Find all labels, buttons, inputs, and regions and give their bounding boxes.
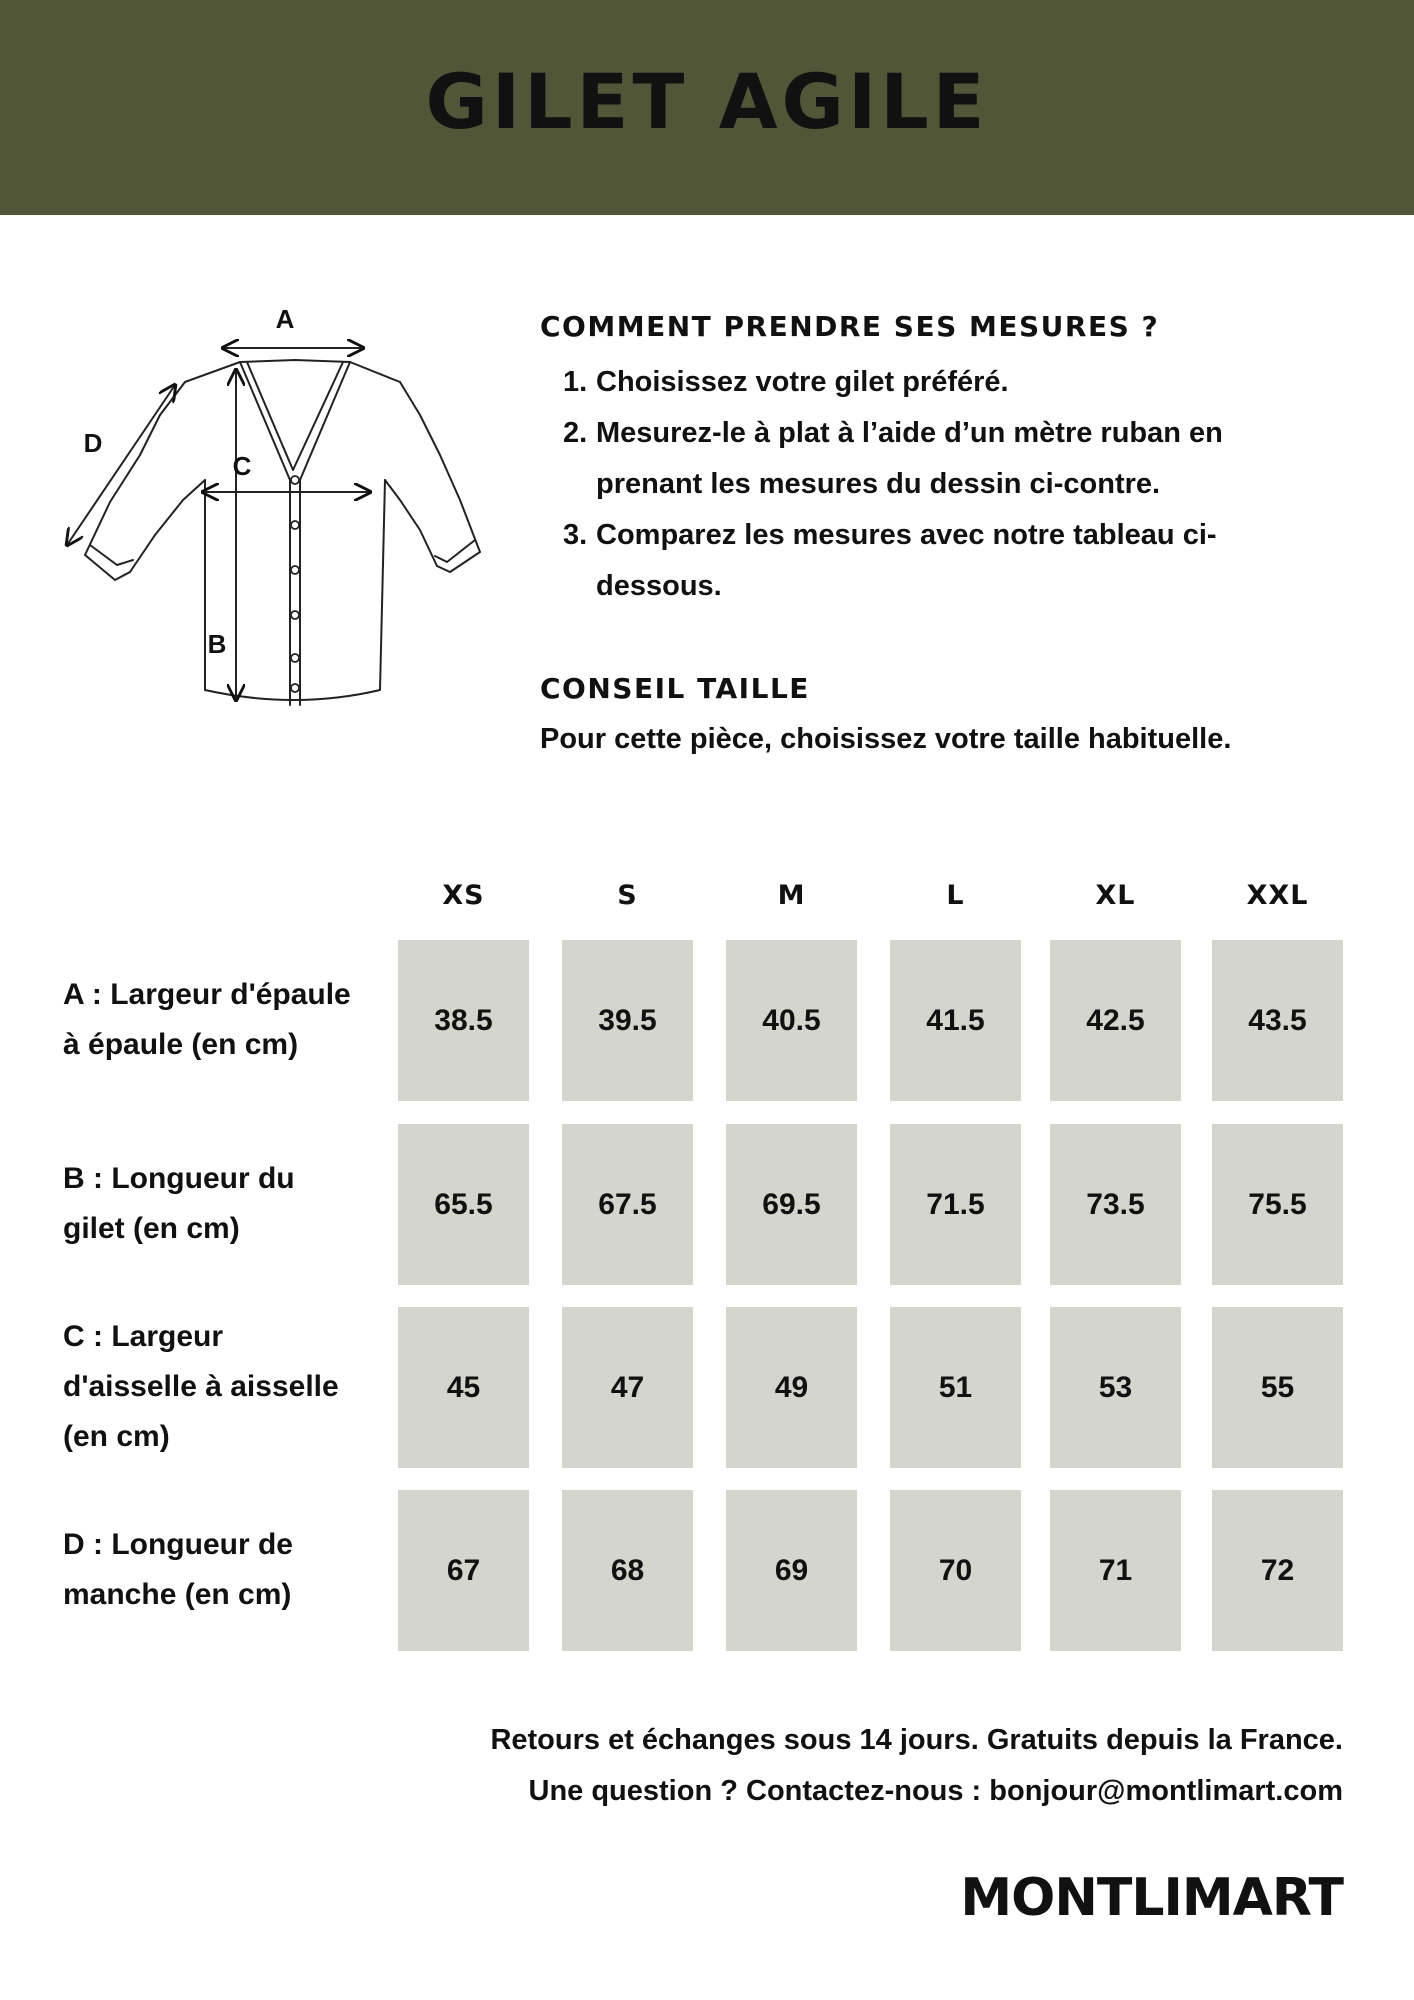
label-c: C <box>232 451 252 481</box>
size-cell: 39.5 <box>562 940 693 1101</box>
step-item <box>540 510 1360 612</box>
size-cell: 73.5 <box>1050 1124 1181 1285</box>
step-item <box>540 357 1360 408</box>
size-cell: 41.5 <box>890 940 1021 1101</box>
row-label-line: (en cm) <box>63 1420 170 1453</box>
measurement-instructions <box>540 310 1360 612</box>
steps-list <box>540 357 1360 612</box>
tip-title: CONSEIL TAILLE <box>540 672 810 705</box>
size-cell: 70 <box>890 1490 1021 1651</box>
label-b: B <box>207 629 227 659</box>
row-label <box>63 1154 383 1254</box>
row-label-line: à épaule (en cm) <box>63 1028 299 1061</box>
size-cell: 75.5 <box>1212 1124 1343 1285</box>
row-label-line: C : Largeur <box>63 1320 224 1353</box>
step-item <box>540 408 1360 510</box>
size-cell: 72 <box>1212 1490 1343 1651</box>
size-cell: 53 <box>1050 1307 1181 1468</box>
measurement-diagram <box>55 290 505 730</box>
size-header-l: L <box>946 880 965 911</box>
size-cell: 51 <box>890 1307 1021 1468</box>
size-cell: 69 <box>726 1490 857 1651</box>
size-cell: 45 <box>398 1307 529 1468</box>
size-cell: 47 <box>562 1307 693 1468</box>
step-text-line: Comparez les mesures avec notre tableau ci- <box>596 519 1217 551</box>
size-cell: 49 <box>726 1307 857 1468</box>
step-number: 1. <box>563 366 588 398</box>
row-label-line: d'aisselle à aisselle <box>63 1370 339 1403</box>
row-label <box>63 1312 383 1462</box>
size-cell: 38.5 <box>398 940 529 1101</box>
size-header-xl: XL <box>1095 880 1136 911</box>
size-header-s: S <box>617 880 638 911</box>
size-cell: 55 <box>1212 1307 1343 1468</box>
size-cell: 71 <box>1050 1490 1181 1651</box>
brand-logo: MONTLIMART <box>960 1868 1343 1928</box>
size-cell: 67 <box>398 1490 529 1651</box>
step-text-line: Mesurez-le à plat à l’aide d’un mètre ruban en <box>596 417 1223 449</box>
row-label-line: D : Longueur de <box>63 1528 293 1561</box>
size-cell: 42.5 <box>1050 940 1181 1101</box>
step-text: Choisissez votre gilet préféré. <box>596 366 1009 398</box>
size-cell: 67.5 <box>562 1124 693 1285</box>
instructions-title: COMMENT PRENDRE SES MESURES ? <box>540 310 1160 343</box>
row-label <box>63 970 383 1070</box>
tip-text: Pour cette pièce, choisissez votre taille habituelle. <box>540 723 1232 755</box>
size-header-xs: XS <box>442 880 485 911</box>
step-number: 2. <box>563 417 588 449</box>
step-text-line: dessous. <box>596 570 722 602</box>
row-label-line: manche (en cm) <box>63 1578 292 1611</box>
size-tip <box>540 672 1360 759</box>
size-cell: 40.5 <box>726 940 857 1101</box>
contact-line: Une question ? Contactez-nous : bonjour@montlimart.com <box>528 1775 1343 1807</box>
cardigan-illustration <box>55 290 505 730</box>
row-label <box>63 1520 383 1620</box>
size-cell: 69.5 <box>726 1124 857 1285</box>
size-cell: 68 <box>562 1490 693 1651</box>
step-text-line: prenant les mesures du dessin ci-contre. <box>596 468 1161 500</box>
footer-note <box>343 1715 1343 1817</box>
size-cell: 65.5 <box>398 1124 529 1285</box>
step-number: 3. <box>563 519 588 551</box>
size-header-xxl: XXL <box>1246 880 1309 911</box>
size-header-m: M <box>777 880 806 911</box>
size-cell: 43.5 <box>1212 940 1343 1101</box>
row-label-line: A : Largeur d'épaule <box>63 978 351 1011</box>
size-cell: 71.5 <box>890 1124 1021 1285</box>
returns-policy: Retours et échanges sous 14 jours. Gratuits depuis la France. <box>490 1724 1343 1756</box>
label-a: A <box>275 304 295 334</box>
page-header <box>0 0 1414 215</box>
label-d: D <box>83 428 103 458</box>
row-label-line: gilet (en cm) <box>63 1212 240 1245</box>
row-label-line: B : Longueur du <box>63 1162 295 1195</box>
page-title: GILET AGILE <box>425 57 989 146</box>
